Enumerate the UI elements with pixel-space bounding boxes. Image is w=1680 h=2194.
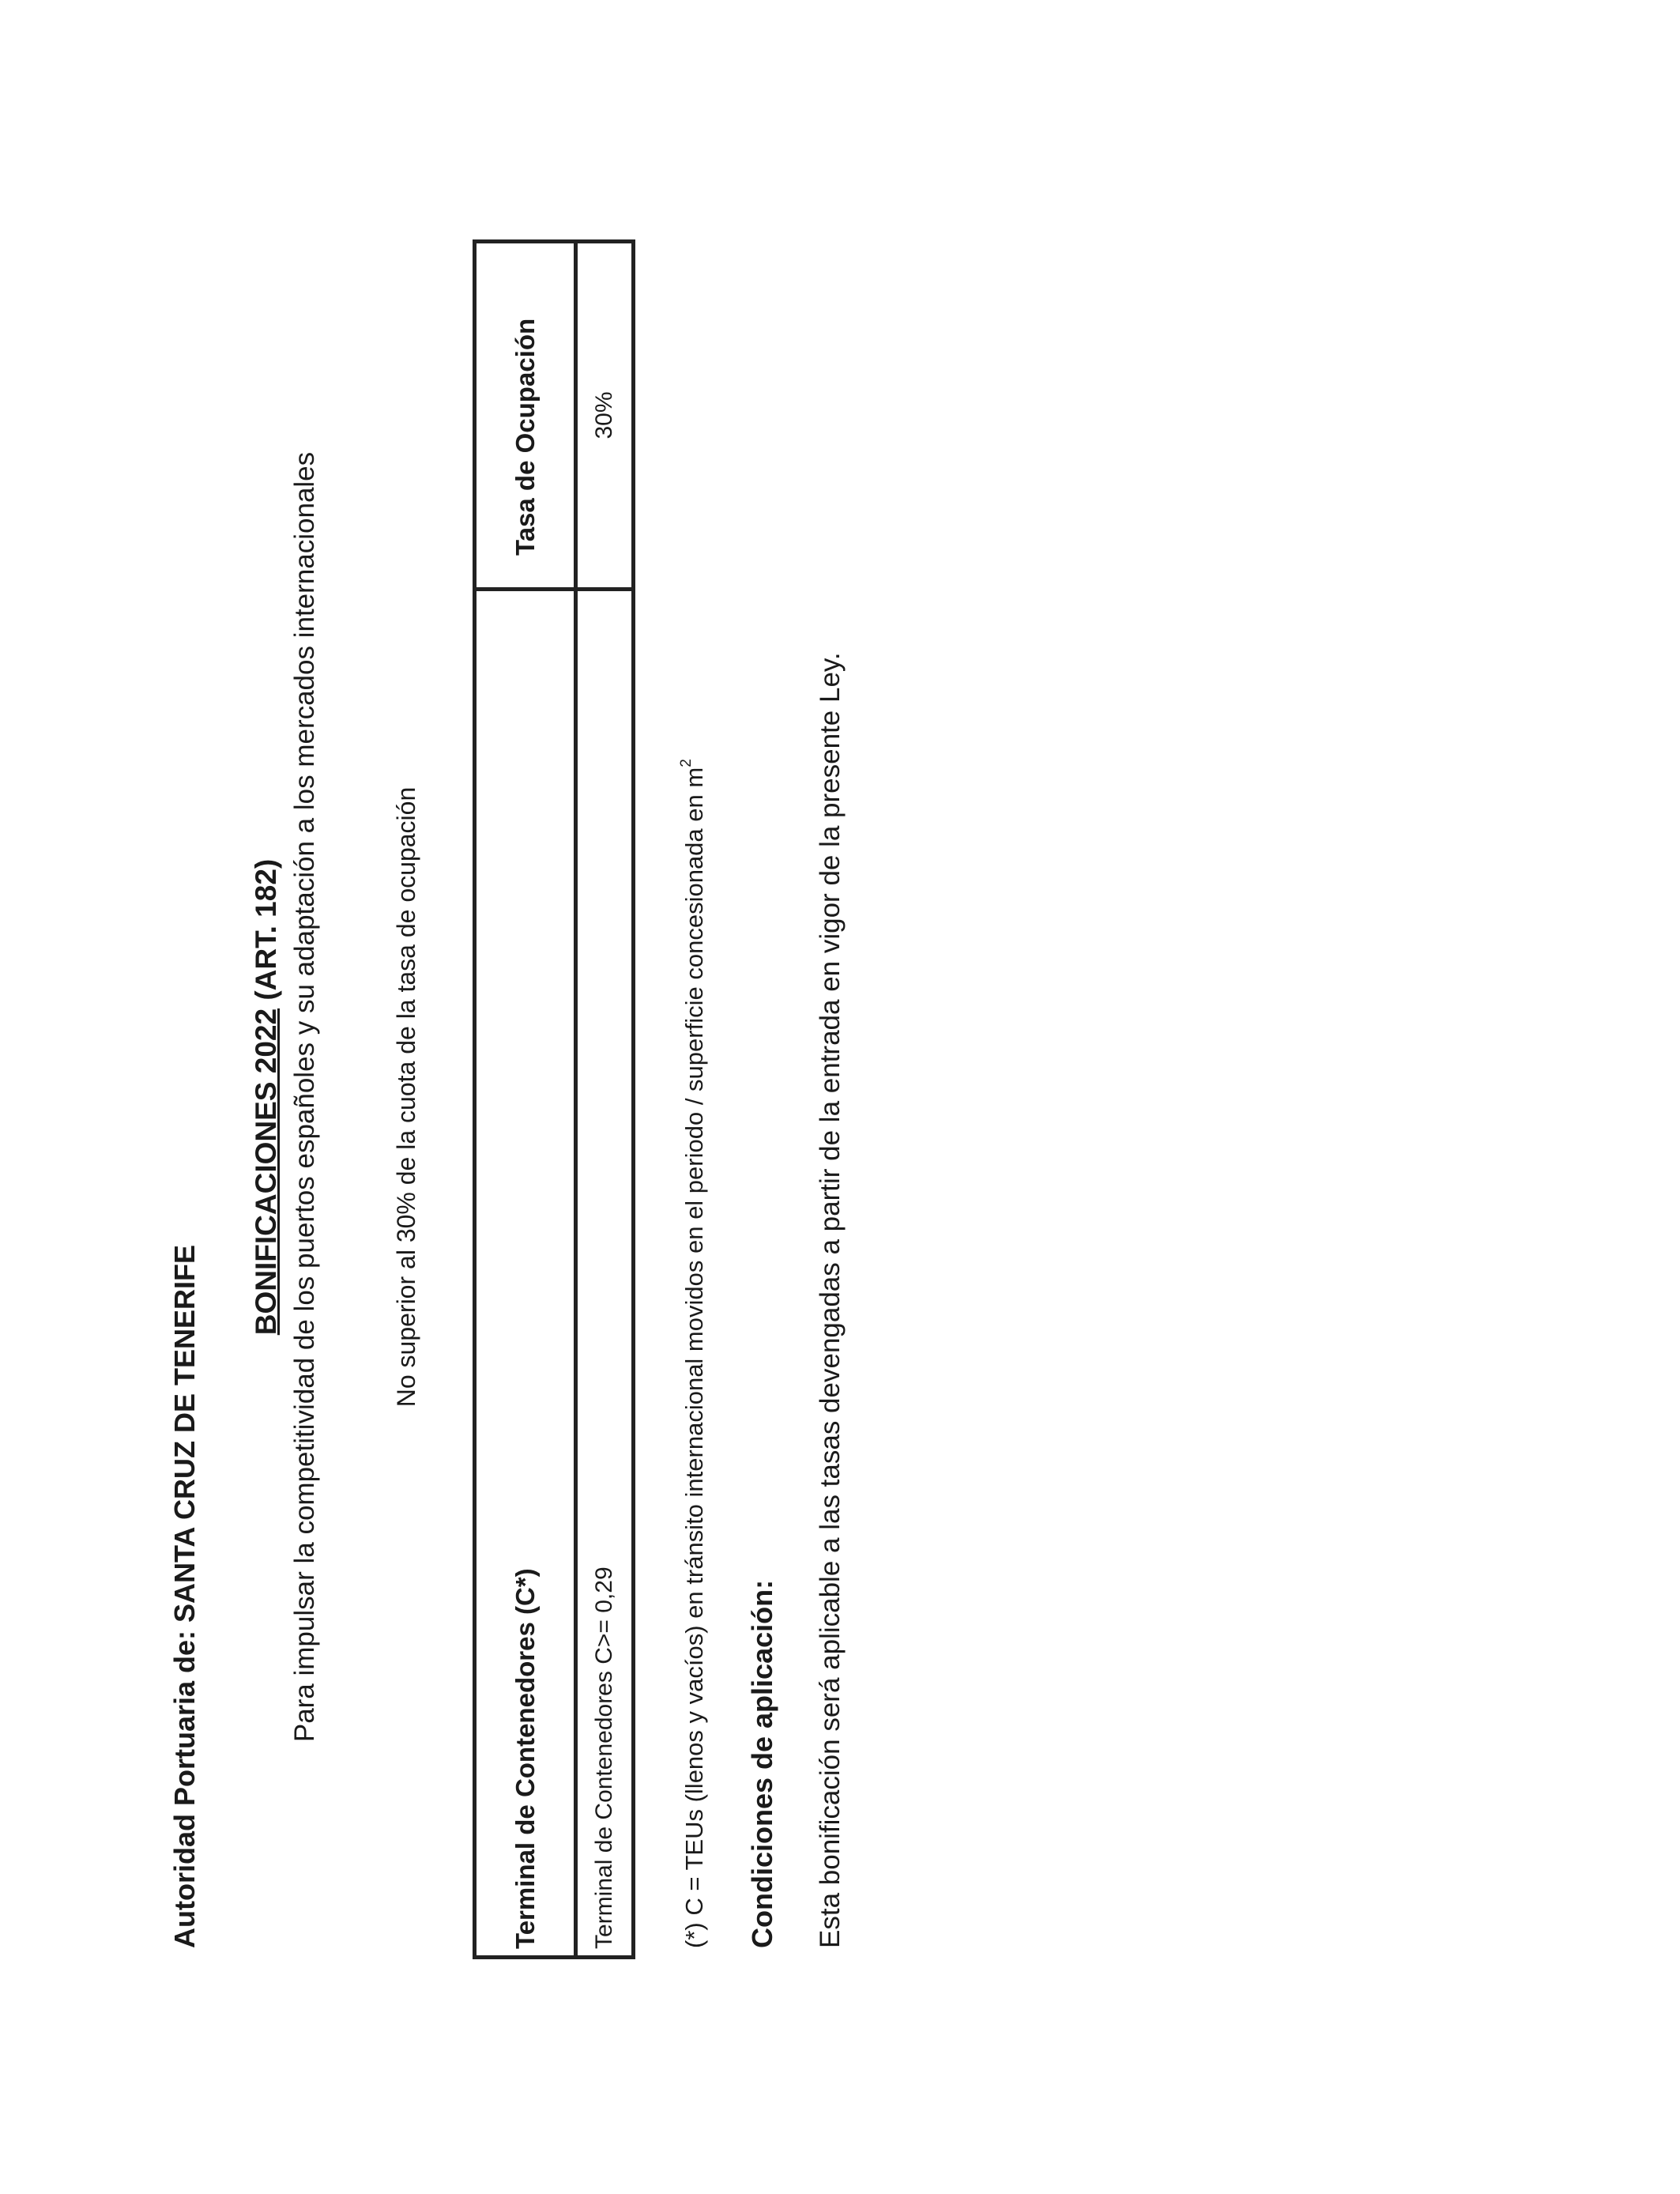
footnote: [678, 759, 708, 1948]
conditions-heading: Condiciones de aplicación:: [746, 1579, 778, 1948]
table-row: [576, 242, 634, 1958]
port-authority-title: Autoridad Portuaria de: SANTA CRUZ DE TENERIFE: [168, 1244, 201, 1948]
discount-limit-note: No superior al 30% de la cuota de la tasa de ocupación: [392, 786, 420, 1408]
document-title-main: BONIFICACIONES 2022: [250, 1008, 282, 1336]
document-title: [251, 0, 281, 2194]
document-title-article: (ART. 182): [250, 858, 282, 1008]
footnote-text: (*) C = TEUs (llenos y vacíos) en tránsito internacional movidos en el periodo / superficie concesionada en m: [680, 767, 708, 1948]
table-cell-terminal: Terminal de Contenedores C>= 0,29: [576, 590, 634, 1958]
table-header-terminal: Terminal de Contenedores (C*): [475, 590, 576, 1958]
table-header-occupancy-rate: Tasa de Ocupación: [475, 242, 576, 590]
bonification-table: [473, 239, 635, 1959]
document-subtitle: Para impulsar la competitividad de los puertos españoles y su adaptación a los mercados internacionales: [289, 451, 320, 1743]
table-header-row: [475, 242, 576, 1958]
conditions-text: Esta bonificación será aplicable a las tasas devengadas a partir de la entrada en vigor de la presente Ley.: [815, 652, 846, 1948]
footnote-superscript: 2: [678, 759, 695, 767]
table-cell-rate: 30%: [576, 242, 634, 590]
